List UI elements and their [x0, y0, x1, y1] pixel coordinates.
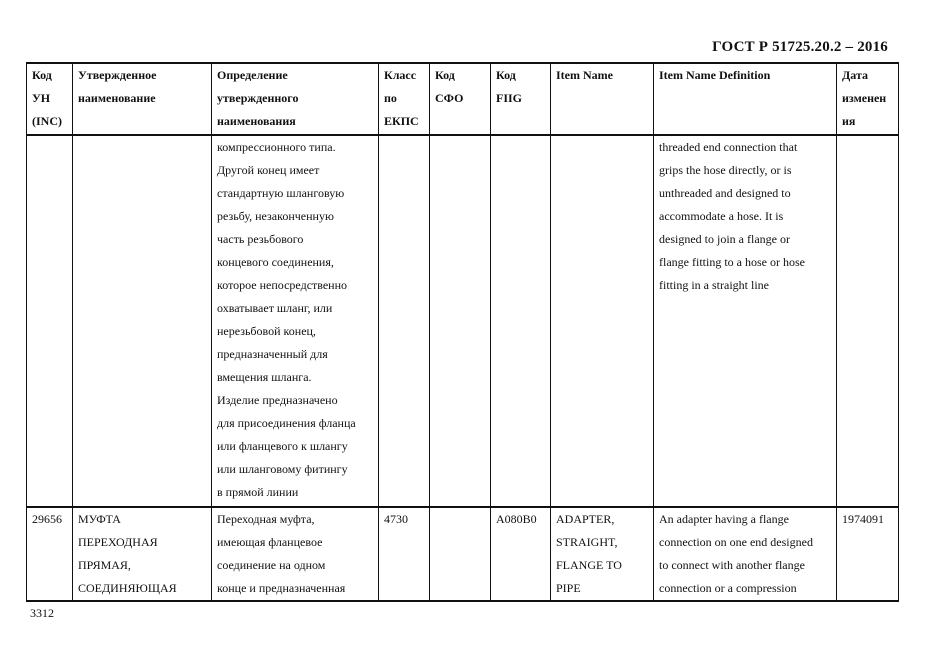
- cell-item-name-definition: [654, 135, 837, 507]
- cell-text-line: An adapter having a flange: [659, 512, 789, 526]
- cell-text-line: grips the hose directly, or is: [659, 163, 792, 177]
- cell-text-line: ADAPTER,: [556, 512, 615, 526]
- cell-text-line: или шланговому фитингу: [217, 462, 348, 476]
- cell-text-line: Переходная муфта,: [217, 512, 315, 526]
- cell-text-line: наименования: [217, 114, 296, 128]
- cell-text-line: конце и предназначенная: [217, 581, 346, 595]
- cell-text-line: резьбу, незаконченную: [217, 209, 334, 223]
- cell-approved-name: [73, 135, 212, 507]
- standard-title: ГОСТ Р 51725.20.2 – 2016: [712, 39, 888, 55]
- cell-text-line: стандартную шланговую: [217, 186, 345, 200]
- cell-text-line: нерезьбовой конец,: [217, 324, 316, 338]
- cell-change-date: [837, 135, 899, 507]
- cell-item-name-definition: [654, 507, 837, 601]
- cell-text-line: Изделие предназначено: [217, 393, 338, 407]
- cell-text-line: connection on one end designed: [659, 535, 813, 549]
- cell-text-line: изменен: [842, 91, 887, 105]
- cell-text-line: вмещения шланга.: [217, 370, 312, 384]
- cell-text-line: СОЕДИНЯЮЩАЯ: [78, 581, 177, 595]
- cell-text-line: STRAIGHT,: [556, 535, 618, 549]
- cell-text-line: accommodate a hose. It is: [659, 209, 784, 223]
- cell-text-line: МУФТА: [78, 512, 121, 526]
- cell-text-line: A080B0: [496, 512, 537, 526]
- cell-text-line: ЕКПС: [384, 114, 419, 128]
- cell-text-line: ПРЯМАЯ,: [78, 558, 131, 572]
- cell-text-line: СФО: [435, 91, 464, 105]
- table-header-row: [27, 63, 899, 135]
- cell-text-line: для присоединения фланца: [217, 416, 356, 430]
- col-fiig-code: [491, 63, 551, 135]
- cell-text-line: 29656: [32, 512, 62, 526]
- cell-text-line: которое непосредственно: [217, 278, 348, 292]
- cell-inc-code: [27, 507, 73, 601]
- col-change-date: [837, 63, 899, 135]
- table-row-continuation: [27, 135, 899, 507]
- table-row-29656: [27, 507, 899, 601]
- cell-text-line: Определение: [217, 68, 288, 82]
- cell-text-line: FIIG: [496, 91, 523, 105]
- cell-text-line: threaded end connection that: [659, 140, 798, 154]
- cell-text-line: Код: [32, 68, 52, 82]
- cell-text-line: ПЕРЕХОДНАЯ: [78, 535, 158, 549]
- cell-text-line: УН: [32, 91, 51, 105]
- cell-text-line: концевого соединения,: [217, 255, 334, 269]
- cell-text-line: Item Name Definition: [659, 68, 771, 82]
- classification-table: [26, 62, 899, 602]
- cell-text-line: по: [384, 91, 397, 105]
- cell-text-line: предназначенный для: [217, 347, 328, 361]
- cell-name-definition-ru: [212, 507, 379, 601]
- cell-text-line: наименование: [78, 91, 156, 105]
- cell-text-line: fitting in a straight line: [659, 278, 769, 292]
- cell-text-line: (INC): [32, 114, 62, 128]
- cell-text-line: connection or a compression: [659, 581, 797, 595]
- cell-text-line: Класс: [384, 68, 417, 82]
- cell-text-line: PIPE: [556, 581, 581, 595]
- cell-sfo-code: [430, 507, 491, 601]
- cell-approved-name: [73, 507, 212, 601]
- cell-item-name: [551, 135, 654, 507]
- cell-text-line: Код: [435, 68, 455, 82]
- cell-text-line: designed to join a flange or: [659, 232, 790, 246]
- cell-name-definition-ru: [212, 135, 379, 507]
- cell-item-name: [551, 507, 654, 601]
- cell-text-line: Другой конец имеет: [217, 163, 320, 177]
- cell-text-line: Код: [496, 68, 516, 82]
- cell-text-line: 1974091: [842, 512, 884, 526]
- cell-change-date: [837, 507, 899, 601]
- col-approved-name: [73, 63, 212, 135]
- col-item-name: [551, 63, 654, 135]
- cell-text-line: или фланцевого к шлангу: [217, 439, 348, 453]
- cell-text-line: flange fitting to a hose or hose: [659, 255, 805, 269]
- col-item-name-definition: [654, 63, 837, 135]
- cell-text-line: Item Name: [556, 68, 613, 82]
- cell-text-line: Дата: [842, 68, 868, 82]
- col-inc-code: [27, 63, 73, 135]
- cell-text-line: unthreaded and designed to: [659, 186, 791, 200]
- cell-text-line: компрессионного типа.: [217, 140, 336, 154]
- col-ekps-class: [379, 63, 430, 135]
- col-sfo-code: [430, 63, 491, 135]
- cell-text-line: соединение на одном: [217, 558, 326, 572]
- cell-text-line: утвержденного: [217, 91, 299, 105]
- cell-inc-code: [27, 135, 73, 507]
- cell-text-line: часть резьбового: [217, 232, 304, 246]
- cell-text-line: FLANGE TO: [556, 558, 622, 572]
- cell-text-line: Утвержденное: [78, 68, 157, 82]
- cell-text-line: имеющая фланцевое: [217, 535, 323, 549]
- cell-ekps-class: [379, 135, 430, 507]
- cell-text-line: to connect with another flange: [659, 558, 805, 572]
- col-name-definition-ru: [212, 63, 379, 135]
- cell-text-line: 4730: [384, 512, 408, 526]
- cell-text-line: в прямой линии: [217, 485, 299, 499]
- page-number: 3312: [30, 606, 54, 620]
- cell-ekps-class: [379, 507, 430, 601]
- cell-text-line: ия: [842, 114, 856, 128]
- cell-text-line: охватывает шланг, или: [217, 301, 333, 315]
- cell-sfo-code: [430, 135, 491, 507]
- cell-fiig-code: [491, 135, 551, 507]
- cell-fiig-code: [491, 507, 551, 601]
